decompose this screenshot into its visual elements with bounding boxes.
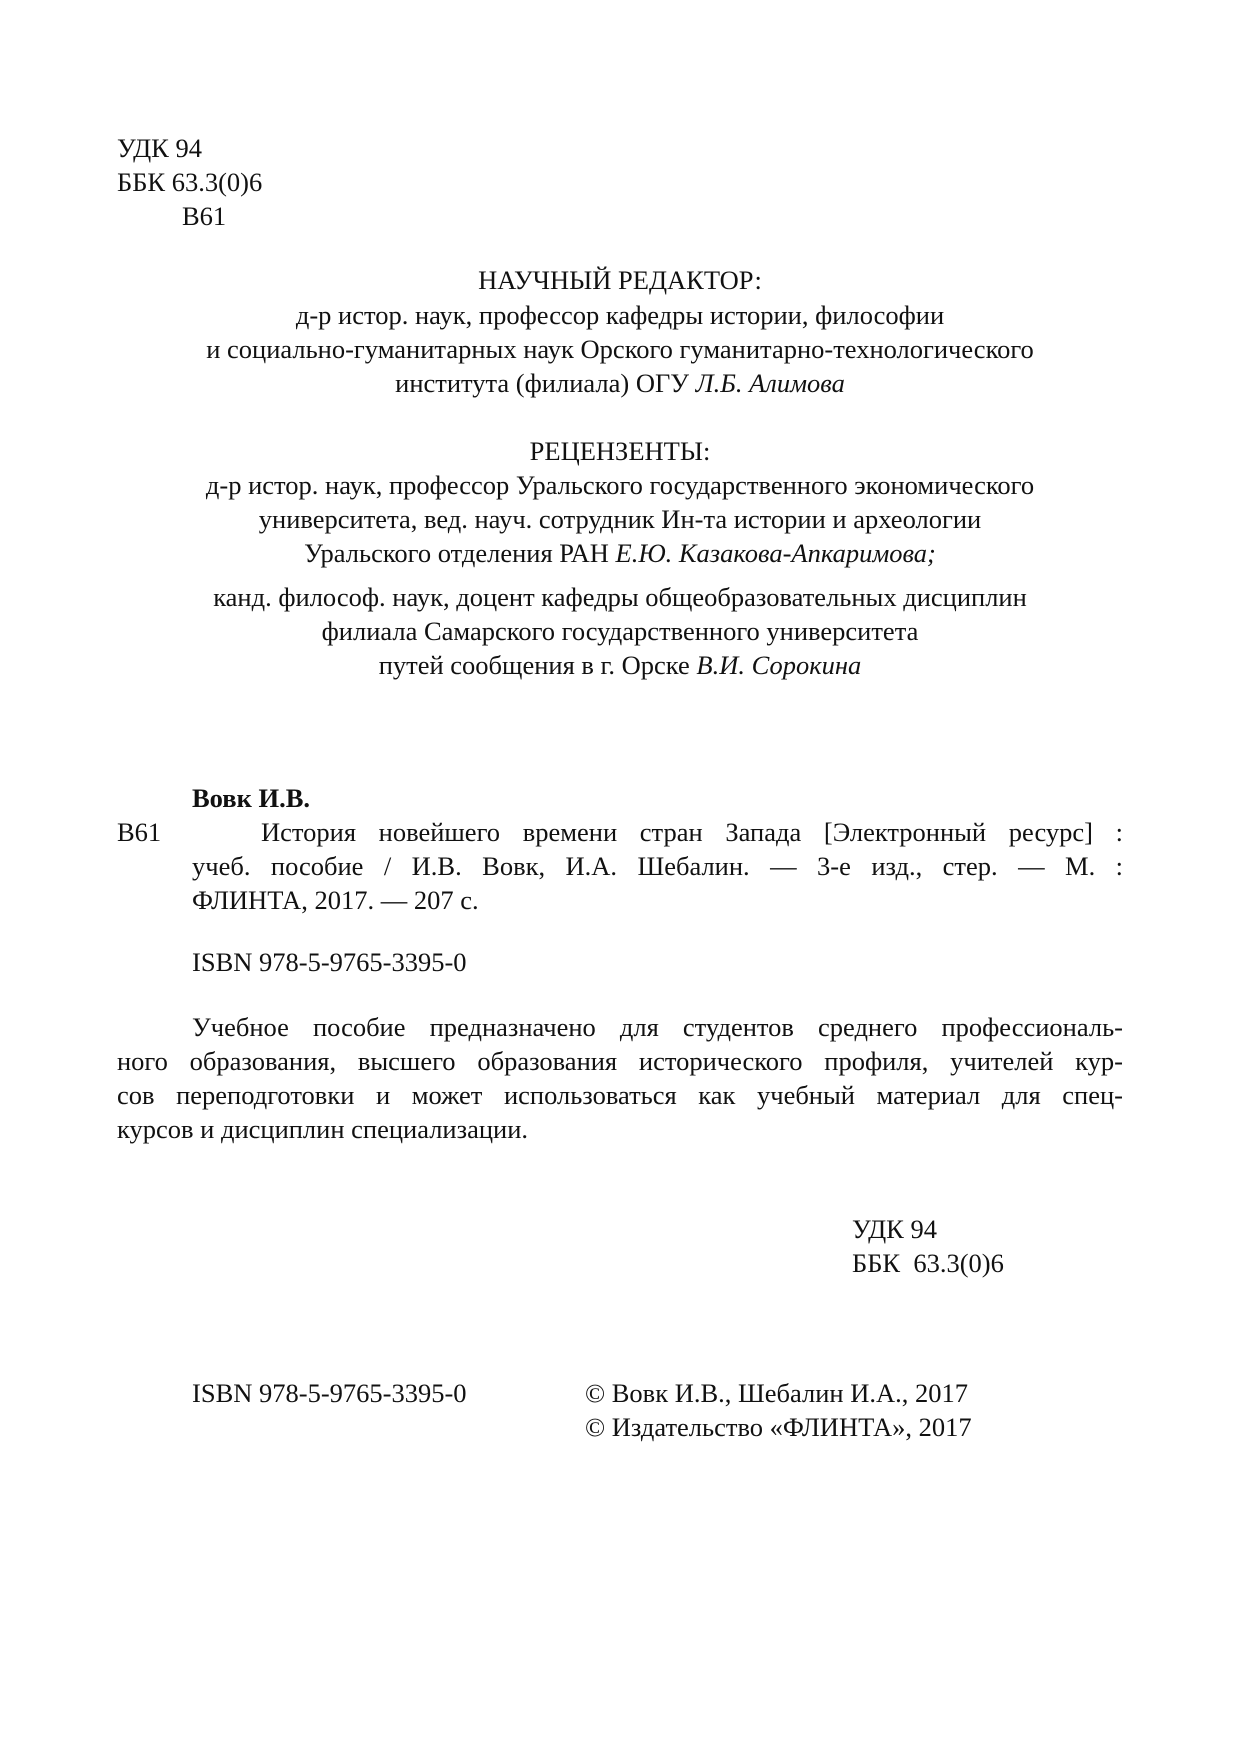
bib-line-2: учеб. пособие / И.В. Вовк, И.А. Шебалин. — 3-е изд., стер. — М. : [192, 851, 1123, 881]
editor-details [140, 298, 1100, 332]
reviewer-1-line-2-block [140, 502, 1100, 536]
reviewer-1-line-3-block [140, 536, 1100, 570]
copyright-isbn: ISBN 978-5-9765-3395-0 [192, 1378, 467, 1408]
reviewer-2-line-3-block [140, 648, 1100, 682]
reviewers-heading-block [140, 434, 1100, 468]
reviewer-2-name: В.И. Сорокина [696, 650, 862, 680]
editor-details-3 [140, 366, 1100, 400]
reviewer-2-line-2: филиала Самарского государственного университета [321, 616, 919, 646]
reviewer-2-line-1-block [140, 580, 1100, 614]
reviewer-1-line-1-block [140, 468, 1100, 502]
editor-line-2: и социально-гуманитарных наук Орского гуманитарно-технологического [206, 334, 1034, 364]
footer-bbk: ББК 63.3(0)6 [852, 1248, 1004, 1278]
editor-section [140, 263, 1100, 297]
bib-code: В61 [117, 817, 162, 847]
editor-heading: НАУЧНЫЙ РЕДАКТОР: [478, 265, 762, 295]
editor-details-2 [140, 332, 1100, 366]
author-mark: В61 [182, 201, 227, 231]
reviewer-1-line-3 [140, 536, 1100, 570]
annotation-line-2: ного образования, высшего образования исторического профиля, учителей кур- [117, 1046, 1123, 1076]
bbk-code: ББК 63.3(0)6 [117, 167, 263, 197]
reviewer-2-line-1: канд. философ. наук, доцент кафедры общеобразовательных дисциплин [213, 582, 1027, 612]
editor-line-3 [140, 366, 1100, 400]
reviewer-2-line-2-block [140, 614, 1100, 648]
reviewer-1-line-2: университета, вед. науч. сотрудник Ин-та истории и археологии [258, 504, 982, 534]
editor-line-3-text: института (филиала) ОГУ [395, 368, 696, 398]
annotation-line-4: курсов и дисциплин специализации. [117, 1114, 529, 1144]
annotation-line-3: сов переподготовки и может использоваться как учебный материал для спец- [117, 1080, 1123, 1110]
reviewer-2-line-3 [140, 648, 1100, 682]
editor-line-1: д-р истор. наук, профессор кафедры истории, философии [295, 300, 945, 330]
footer-udk: УДК 94 [852, 1214, 937, 1244]
editor-name: Л.Б. Алимова [695, 368, 845, 398]
bib-line-1: История новейшего времени стран Запада [Электронный ресурс] : [261, 817, 1123, 847]
bib-isbn: ISBN 978-5-9765-3395-0 [192, 947, 467, 977]
udk-code: УДК 94 [117, 133, 202, 163]
annotation-line-1: Учебное пособие предназначено для студентов среднего профессиональ- [192, 1012, 1123, 1042]
bib-author: Вовк И.В. [192, 783, 311, 813]
reviewer-1-affiliation: Уральского отделения РАН [304, 538, 616, 568]
copyright-publisher: © Издательство «ФЛИНТА», 2017 [585, 1412, 972, 1442]
reviewer-1-line-1: д-р истор. наук, профессор Уральского государственного экономического [205, 470, 1035, 500]
copyright-authors: © Вовк И.В., Шебалин И.А., 2017 [585, 1378, 968, 1408]
reviewers-heading: РЕЦЕНЗЕНТЫ: [529, 436, 711, 466]
reviewer-2-affiliation: путей сообщения в г. Орске [378, 650, 697, 680]
reviewer-1-name: Е.Ю. Казакова-Апкаримова; [615, 538, 936, 568]
bib-line-3: ФЛИНТА, 2017. — 207 с. [192, 885, 479, 915]
